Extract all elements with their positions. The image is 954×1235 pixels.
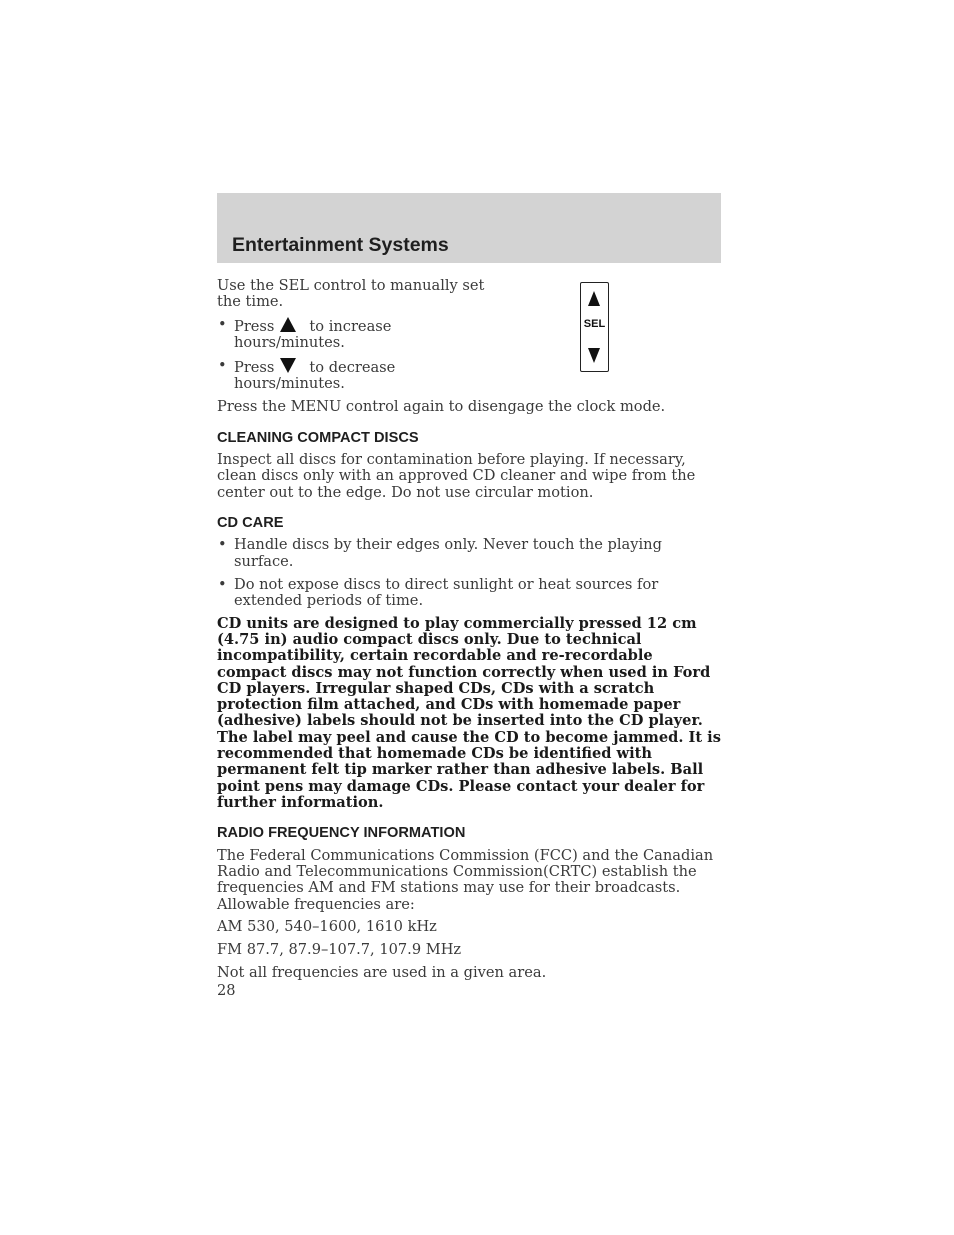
cleaning-heading: CLEANING COMPACT DISCS <box>217 429 419 446</box>
list-item: • Do not expose discs to direct sunlight or heat sources for extended periods of time. <box>218 575 659 609</box>
radio-note: Not all frequencies are used in a given area. <box>217 964 547 981</box>
cd-warning: CD units are designed to play commercially pressed 12 cm (4.75 in) audio compact discs only. Due to technical incompatibility, certain recordable and re-recordable compact discs may not function correctly when used in Ford CD players. Irregular shaped CDs, CDs with a scratch protection film attached, and CDs with homemade paper (adhesive) labels should not be inserted into the CD player. The label may peel and cause the CD to become jammed. It is recommended that homemade CDs be identified with permanent felt tip marker rather than adhesive labels. Ball point pens may damage CDs. Please contact your dealer for further information. <box>217 614 721 811</box>
arrow-up-icon <box>280 317 296 332</box>
arrow-down-icon <box>280 358 296 373</box>
am-frequencies: AM 530, 540–1600, 1610 kHz <box>217 918 437 936</box>
page-number: 28 <box>217 982 236 999</box>
page-content <box>217 278 723 981</box>
radio-body: The Federal Communications Commission (FCC) and the Canadian Radio and Telecommunications Commission(CRTC) establish the frequencies AM and FM stations may use for their broadcasts. Allowable frequencies are: <box>217 846 714 913</box>
fm-frequencies: FM 87.7, 87.9–107.7, 107.9 MHz <box>217 941 462 959</box>
section-header <box>217 193 721 263</box>
list-item: • Handle discs by their edges only. Never touch the playing surface. <box>218 536 662 570</box>
list-item: • Press to decrease hours/minutes. <box>218 357 396 393</box>
radio-heading: RADIO FREQUENCY INFORMATION <box>217 825 466 842</box>
list-item: • Press to increase hours/minutes. <box>218 316 392 352</box>
clock-intro: Use the SEL control to manually set the time. <box>217 277 485 311</box>
cleaning-body: Inspect all discs for contamination before playing. If necessary, clean discs only with an approved CD cleaner and wipe from the center out to the edge. Do not use circular motion. <box>217 451 696 501</box>
cd-care-heading: CD CARE <box>217 514 284 531</box>
section-title: Entertainment Systems <box>232 234 449 256</box>
cd-care-list <box>217 537 723 609</box>
menu-note: Press the MENU control again to disengage the clock mode. <box>217 398 666 416</box>
sel-label: SEL <box>583 318 606 330</box>
clock-steps <box>217 317 723 393</box>
